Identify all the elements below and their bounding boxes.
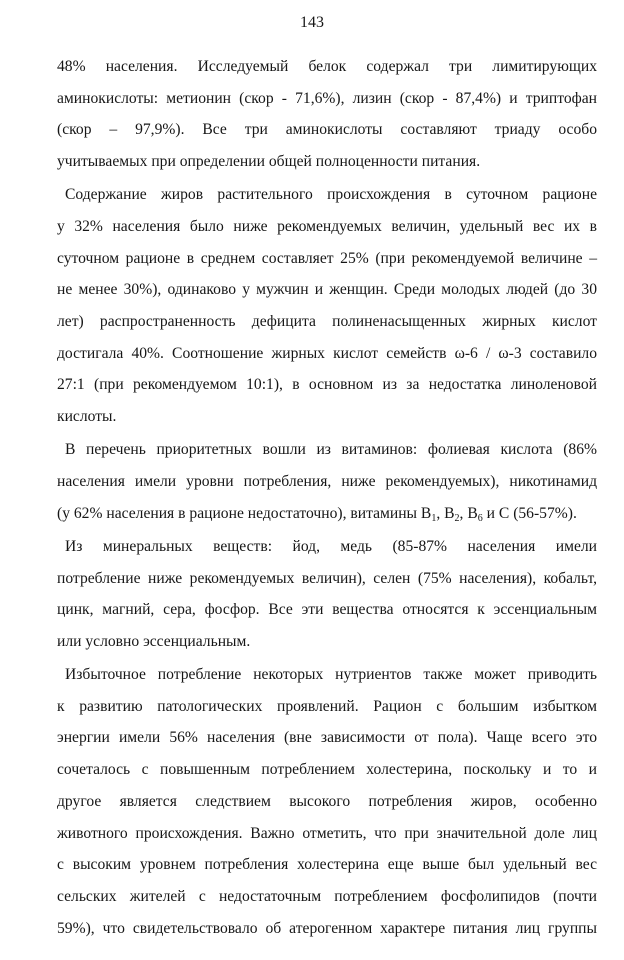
text-line: цинк, магний, сера, фосфор. Все эти вещества относятся к эссенциальным [57, 601, 597, 619]
vitamins-text: (у 62% населения в рационе недостаточно), витамины B [57, 504, 432, 522]
vitamin-separator: , B [459, 504, 478, 522]
text-line: 59%), что свидетельствовало об атерогенном характере питания лиц группы [57, 919, 597, 937]
paragraph-vegetable-fats [57, 179, 597, 433]
text-line: сочеталось с повышенным потреблением холестерина, поскольку и то и [57, 761, 597, 779]
text-line-vitamins [57, 498, 597, 530]
text-line: к развитию патологических проявлений. Рацион с большим избытком [57, 697, 597, 715]
text-line: животного происхождения. Важно отметить, что при значительной доле лиц [57, 824, 597, 842]
text-line: сельских жителей с недостаточным потреблением фосфолипидов (почти [57, 887, 597, 905]
text-line: другое является следствием высокого потребления жиров, особенно [57, 792, 597, 810]
text-line: учитываемых при определении общей полноценности питания. [57, 153, 481, 171]
text-line: 48% населения. Исследуемый белок содержал три лимитирующих [57, 58, 597, 75]
text-line: кислоты. [57, 408, 117, 426]
paragraph-minerals [57, 531, 597, 658]
page-number: 143 [300, 14, 324, 31]
text-line: аминокислоты: метионин (скор - 71,6%), лизин (скор - 87,4%) и триптофан [57, 89, 597, 107]
text-line: Избыточное потребление некоторых нутриентов также может приводить [65, 666, 597, 684]
text-line: потребление ниже рекомендуемых величин), селен (75% населения), кобальт, [57, 569, 597, 587]
text-line: энергии имели 56% населения (вне зависимости от пола). Чаще всего это [57, 729, 597, 747]
text-line: или условно эссенциальным. [57, 632, 251, 650]
vitamin-b6-subscript: 6 [477, 512, 483, 524]
text-line: у 32% населения было ниже рекомендуемых величин, удельный вес их в [57, 217, 597, 235]
vitamin-b2-subscript: 2 [454, 512, 460, 524]
text-line: В перечень приоритетных вошли из витаминов: фолиевая кислота (86% [65, 441, 597, 459]
document-body [57, 51, 597, 944]
vitamin-tail-text: и С (56-57%). [482, 504, 577, 522]
text-line: 27:1 (при рекомендуемом 10:1), в основном из за недостатка линоленовой [57, 376, 597, 394]
paragraph-protein-limiting-amino-acids [57, 51, 597, 178]
paragraph-excess-nutrients [57, 659, 597, 944]
text-line: Из минеральных веществ: йод, медь (85-87% населения имели [65, 537, 597, 555]
text-line: Содержание жиров растительного происхождения в суточном рационе [65, 186, 597, 204]
text-line: (скор – 97,9%). Все три аминокислоты составляют триаду особо [57, 121, 597, 139]
text-line: с высоким уровнем потребления холестерина еще выше был удельный вес [57, 856, 597, 874]
text-line: суточном рационе в среднем составляет 25% (при рекомендуемой величине – [57, 249, 597, 267]
text-line: достигала 40%. Соотношение жирных кислот семейств ω-6 / ω-3 составило [57, 344, 597, 362]
paragraph-priority-vitamins [57, 434, 597, 529]
text-line: населения имели уровни потребления, ниже рекомендуемых), никотинамид [57, 472, 597, 490]
vitamin-separator: , B [436, 504, 455, 522]
text-line: лет) распространенность дефицита полиненасыщенных жирных кислот [57, 313, 597, 330]
vitamin-b1-subscript: 1 [431, 512, 437, 524]
text-line: не менее 30%), одинаково у мужчин и женщин. Среди молодых людей (до 30 [57, 281, 597, 299]
